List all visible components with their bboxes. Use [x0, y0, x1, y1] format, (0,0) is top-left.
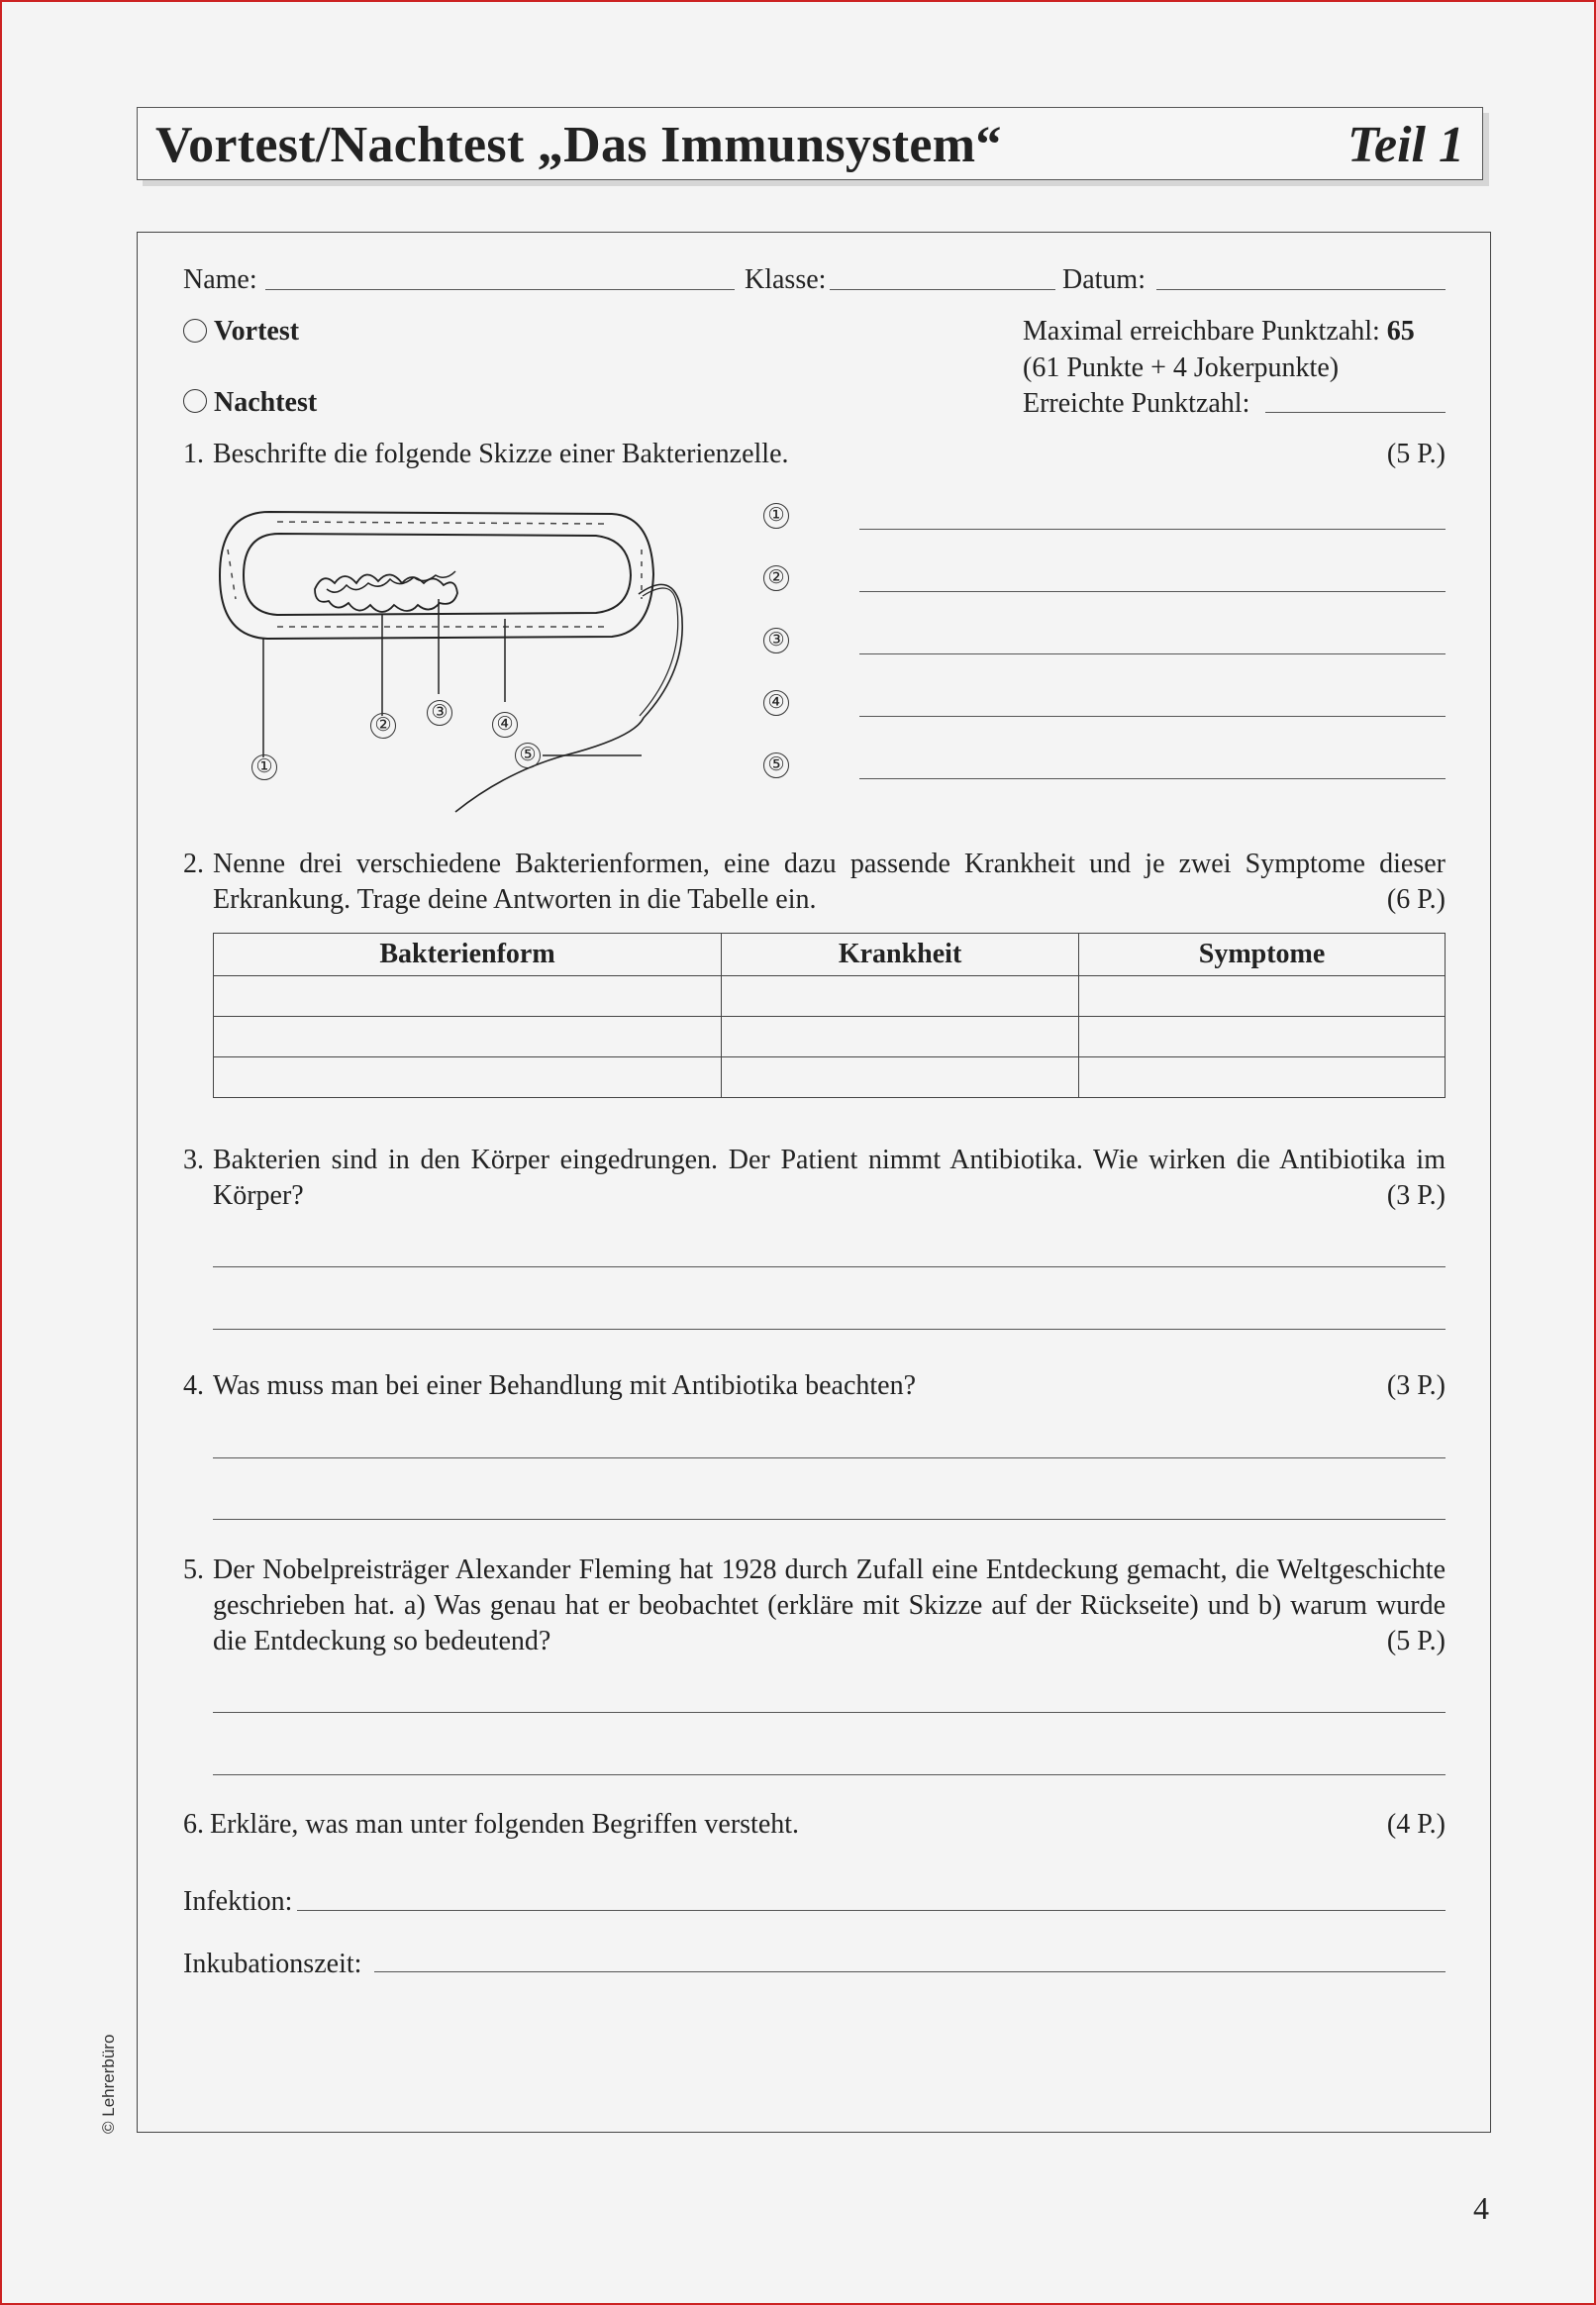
q3-answer-line-2[interactable]	[213, 1329, 1446, 1330]
table-cell[interactable]	[214, 1017, 722, 1057]
q6-points: (4 P.)	[1386, 1809, 1446, 1840]
q5-number: 5.	[183, 1554, 204, 1585]
posttest-radio[interactable]	[183, 389, 207, 413]
table-cell[interactable]	[722, 1057, 1079, 1098]
table-cell[interactable]	[722, 1017, 1079, 1057]
q4-number: 4.	[183, 1370, 204, 1401]
sketch-label-1: ①	[251, 754, 277, 780]
sketch-label-3: ③	[427, 700, 452, 726]
table-cell[interactable]	[214, 1057, 722, 1098]
q5-answer-line-2[interactable]	[213, 1774, 1446, 1775]
q4-text: Was muss man bei einer Behandlung mit Antibiotika beachten?	[213, 1370, 917, 1401]
class-label: Klasse:	[745, 264, 827, 295]
infection-label: Infektion:	[183, 1886, 293, 1917]
q3-answer-line-1[interactable]	[213, 1266, 1446, 1267]
q4-points: (3 P.)	[1386, 1370, 1446, 1401]
q3-text-line1: Bakterien sind in den Körper eingedrungen. Der Patient nimmt Antibiotika. Wie wirken die Antibiotika im	[213, 1145, 1446, 1175]
table-cell[interactable]	[722, 976, 1079, 1017]
date-label: Datum:	[1062, 264, 1146, 295]
answer-label-1: ①	[763, 503, 789, 529]
column-header: Symptome	[1079, 934, 1446, 976]
name-label: Name:	[183, 264, 257, 295]
answer-line-2[interactable]	[859, 591, 1446, 592]
q5-text-line1: Der Nobelpreisträger Alexander Fleming hat 1928 durch Zufall eine Entdeckung gemacht, die Weltgeschichte	[213, 1554, 1446, 1585]
q1-text: Beschrifte die folgende Skizze einer Bakterienzelle.	[213, 439, 789, 469]
column-header: Krankheit	[722, 934, 1079, 976]
q5-text-line3: die Entdeckung so bedeutend?	[213, 1626, 551, 1656]
answer-line-4[interactable]	[859, 716, 1446, 717]
q3-number: 3.	[183, 1145, 204, 1175]
pretest-radio[interactable]	[183, 319, 207, 343]
answer-label-5: ⑤	[763, 752, 789, 778]
table-cell[interactable]	[214, 976, 722, 1017]
q3-text-line2: Körper?	[213, 1180, 304, 1211]
worksheet-part: Teil 1	[1347, 117, 1464, 173]
infection-answer-line[interactable]	[297, 1910, 1446, 1911]
q5-answer-line-1[interactable]	[213, 1712, 1446, 1713]
points-breakdown: (61 Punkte + 4 Jokerpunkte)	[1023, 352, 1340, 383]
sketch-label-4: ④	[492, 712, 518, 738]
page-number: 4	[1473, 2190, 1489, 2226]
class-field[interactable]	[830, 289, 1055, 290]
copyright-notice: © Lehrerbüro	[99, 2034, 118, 2134]
sketch-label-5: ⑤	[515, 743, 541, 768]
q1-number: 1.	[183, 439, 204, 469]
bacterium-sketch	[208, 500, 703, 817]
answer-label-4: ④	[763, 690, 789, 716]
title-box	[137, 107, 1483, 180]
q2-text-line1: Nenne drei verschiedene Bakterienformen, eine dazu passende Krankheit und je zwei Symptome dieser	[213, 849, 1446, 879]
column-header: Bakterienform	[214, 934, 722, 976]
sketch-label-2: ②	[370, 713, 396, 739]
q1-points: (5 P.)	[1386, 439, 1446, 469]
worksheet-title: Vortest/Nachtest „Das Immunsystem“	[155, 117, 1002, 173]
answer-line-5[interactable]	[859, 778, 1446, 779]
q4-answer-line-1[interactable]	[213, 1457, 1446, 1458]
q3-points: (3 P.)	[1386, 1180, 1446, 1211]
table-cell[interactable]	[1079, 976, 1446, 1017]
table-row	[214, 1017, 1446, 1057]
q6-number: 6.	[183, 1809, 204, 1840]
table-row	[214, 1057, 1446, 1098]
date-field[interactable]	[1156, 289, 1446, 290]
table-cell[interactable]	[1079, 1057, 1446, 1098]
incubation-answer-line[interactable]	[374, 1971, 1446, 1972]
q5-points: (5 P.)	[1386, 1626, 1446, 1656]
max-points	[1023, 314, 1415, 350]
max-points-value: 65	[1386, 316, 1415, 347]
pretest-label: Vortest	[214, 316, 300, 347]
bacteria-table	[213, 933, 1446, 1098]
q2-number: 2.	[183, 849, 204, 879]
max-points-label: Maximal erreichbare Punktzahl:	[1023, 316, 1380, 347]
q2-text-line2: Erkrankung. Trage deine Antworten in die Tabelle ein.	[213, 884, 817, 915]
q4-answer-line-2[interactable]	[213, 1519, 1446, 1520]
answer-line-1[interactable]	[859, 529, 1446, 530]
achieved-points-field[interactable]	[1265, 412, 1446, 413]
incubation-label: Inkubationszeit:	[183, 1949, 362, 1979]
answer-label-2: ②	[763, 565, 789, 591]
table-cell[interactable]	[1079, 1017, 1446, 1057]
posttest-label: Nachtest	[214, 387, 318, 418]
q2-points: (6 P.)	[1386, 884, 1446, 915]
achieved-points-label: Erreichte Punktzahl:	[1023, 388, 1250, 419]
table-header-row	[214, 934, 1446, 976]
table-row	[214, 976, 1446, 1017]
q5-text-line2: geschrieben hat. a) Was genau hat er beobachtet (erkläre mit Skizze auf der Rückseite) und b) warum wurde	[213, 1590, 1446, 1621]
answer-label-3: ③	[763, 628, 789, 653]
answer-line-3[interactable]	[859, 653, 1446, 654]
q6-text: Erkläre, was man unter folgenden Begriffen versteht.	[210, 1809, 800, 1840]
name-field[interactable]	[265, 289, 735, 290]
